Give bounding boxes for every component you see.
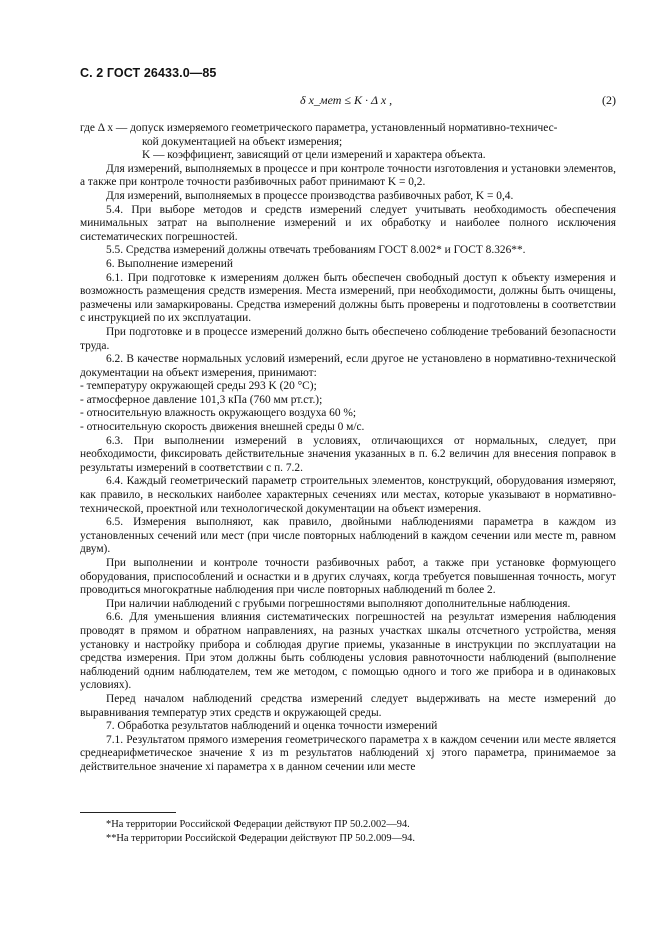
section-heading: 7. Обработка результатов наблюдений и оценка точности измерений bbox=[106, 720, 438, 733]
formula-expression: δ x_мет ≤ K · Δ x , bbox=[300, 93, 393, 107]
list-item: - атмосферное давление 101,3 кПа (760 мм рт.ст.); bbox=[80, 393, 323, 406]
paragraph: 6.2. В качестве нормальных условий измерений, если другое не установлено в нормативно-технической документации на объект измерения, принимают: bbox=[80, 353, 616, 379]
paragraph: 6.1. При подготовке к измерениям должен быть обеспечен свободный доступ к объекту измерения и возможность размещения средств измерения. Места измерений, при необходимости, должны быть очищены, размечены или замаркированы. Средства измерений должны быть проверены и подготовлены в соответствии с инструкцией по их эксплуатации. bbox=[80, 271, 616, 325]
page-header: С. 2 ГОСТ 26433.0—85 bbox=[80, 66, 217, 80]
paragraph: 7.1. Результатом прямого измерения геометрического параметра x в каждом сечении или месте является среднеарифметическое значение x̄ из m результатов наблюдений xj этого параметра, принимаемое за действительное значение xi параметра x в данном сечении или месте bbox=[80, 733, 616, 773]
paragraph: 6.3. При выполнении измерений в условиях, отличающихся от нормальных, следует, при необходимости, фиксировать действительные значения указанных в п. 6.2 величин для внесения поправок в результаты измерений в соответствии с п. 7.2. bbox=[80, 434, 616, 474]
paragraph: 5.4. При выборе методов и средств измерений следует учитывать необходимость обеспечения минимальных затрат на выполнение измерений и их обработку и наиболее полного исключения систематических погрешностей. bbox=[80, 203, 616, 243]
list-item: - относительную влажность окружающего воздуха 60 %; bbox=[80, 407, 357, 420]
paragraph: 6.4. Каждый геометрический параметр строительных элементов, конструкций, оборудования измеряют, как правило, в нескольких наиболее характерных сечениях или местах, которые указывают в нормативно-технической, проектной или технологической документации на объект измерения. bbox=[80, 475, 616, 515]
paragraph: где Δ x — допуск измеряемого геометрического параметра, установленный нормативно-техничес- bbox=[80, 122, 558, 134]
paragraph: 6.6. Для уменьшения влияния систематических погрешностей на результат измерения наблюдения проводят в прямом и обратном направлениях, на разных участках шкалы отсчетного устройства, меняя установку и настройку прибора и соблюдая другие приемы, указанные в инструкции по эксплуатации на средства измерения. При этом должны быть соблюдены условия равноточности наблюдений (выполнение наблюдений одним наблюдателем, тем же методом, с помощью одного и того же прибора и в одинаковых условиях). bbox=[80, 611, 616, 692]
paragraph: K — коэффициент, зависящий от цели измерений и характера объекта. bbox=[142, 149, 486, 162]
paragraph: 6.5. Измерения выполняют, как правило, двойными наблюдениями параметра в каждом из установленных сечений или мест (при числе повторных наблюдений в каждом сечении или месте m, равном двум). bbox=[80, 516, 616, 556]
footnotes bbox=[80, 818, 616, 845]
footnote: *На территории Российской Федерации действуют ПР 50.2.002—94. bbox=[106, 819, 410, 830]
paragraph: При подготовке и в процессе измерений должно быть обеспечено соблюдение требований безопасности труда. bbox=[80, 325, 616, 352]
list-item: - относительную скорость движения внешней среды 0 м/с. bbox=[80, 421, 365, 434]
paragraph: Перед началом наблюдений средства измерений следует выдерживать на месте измерений до выравнивания температур этих средств и окружающей среды. bbox=[80, 692, 616, 719]
formula-2 bbox=[80, 93, 616, 111]
list-item: - температуру окружающей среды 293 K (20 °C); bbox=[80, 380, 317, 393]
section-heading: 6. Выполнение измерений bbox=[106, 257, 233, 270]
footnote-divider bbox=[80, 812, 176, 813]
paragraph: При выполнении и контроле точности разбивочных работ, а также при установке формующего оборудования, приспособлений и оснастки и в других случаях, когда требуется повышенная точность, могут проводиться многократные наблюдения при числе повторных наблюдений m более 2. bbox=[80, 557, 616, 597]
paragraph: Для измерений, выполняемых в процессе и при контроле точности изготовления и установки элементов, а также при контроле точности разбивочных работ принимают K = 0,2. bbox=[80, 162, 616, 189]
footnote: **На территории Российской Федерации действуют ПР 50.2.009—94. bbox=[106, 832, 415, 844]
paragraph: Для измерений, выполняемых в процессе производства разбивочных работ, K = 0,4. bbox=[106, 189, 514, 202]
body-text bbox=[80, 122, 616, 775]
paragraph: При наличии наблюдений с грубыми погрешностями выполняют дополнительные наблюдения. bbox=[106, 597, 571, 610]
paragraph: 5.5. Средства измерений должны отвечать требованиям ГОСТ 8.002* и ГОСТ 8.326**. bbox=[106, 244, 526, 257]
formula-number: (2) bbox=[602, 93, 616, 107]
paragraph: кой документацией на объект измерения; bbox=[142, 135, 343, 148]
